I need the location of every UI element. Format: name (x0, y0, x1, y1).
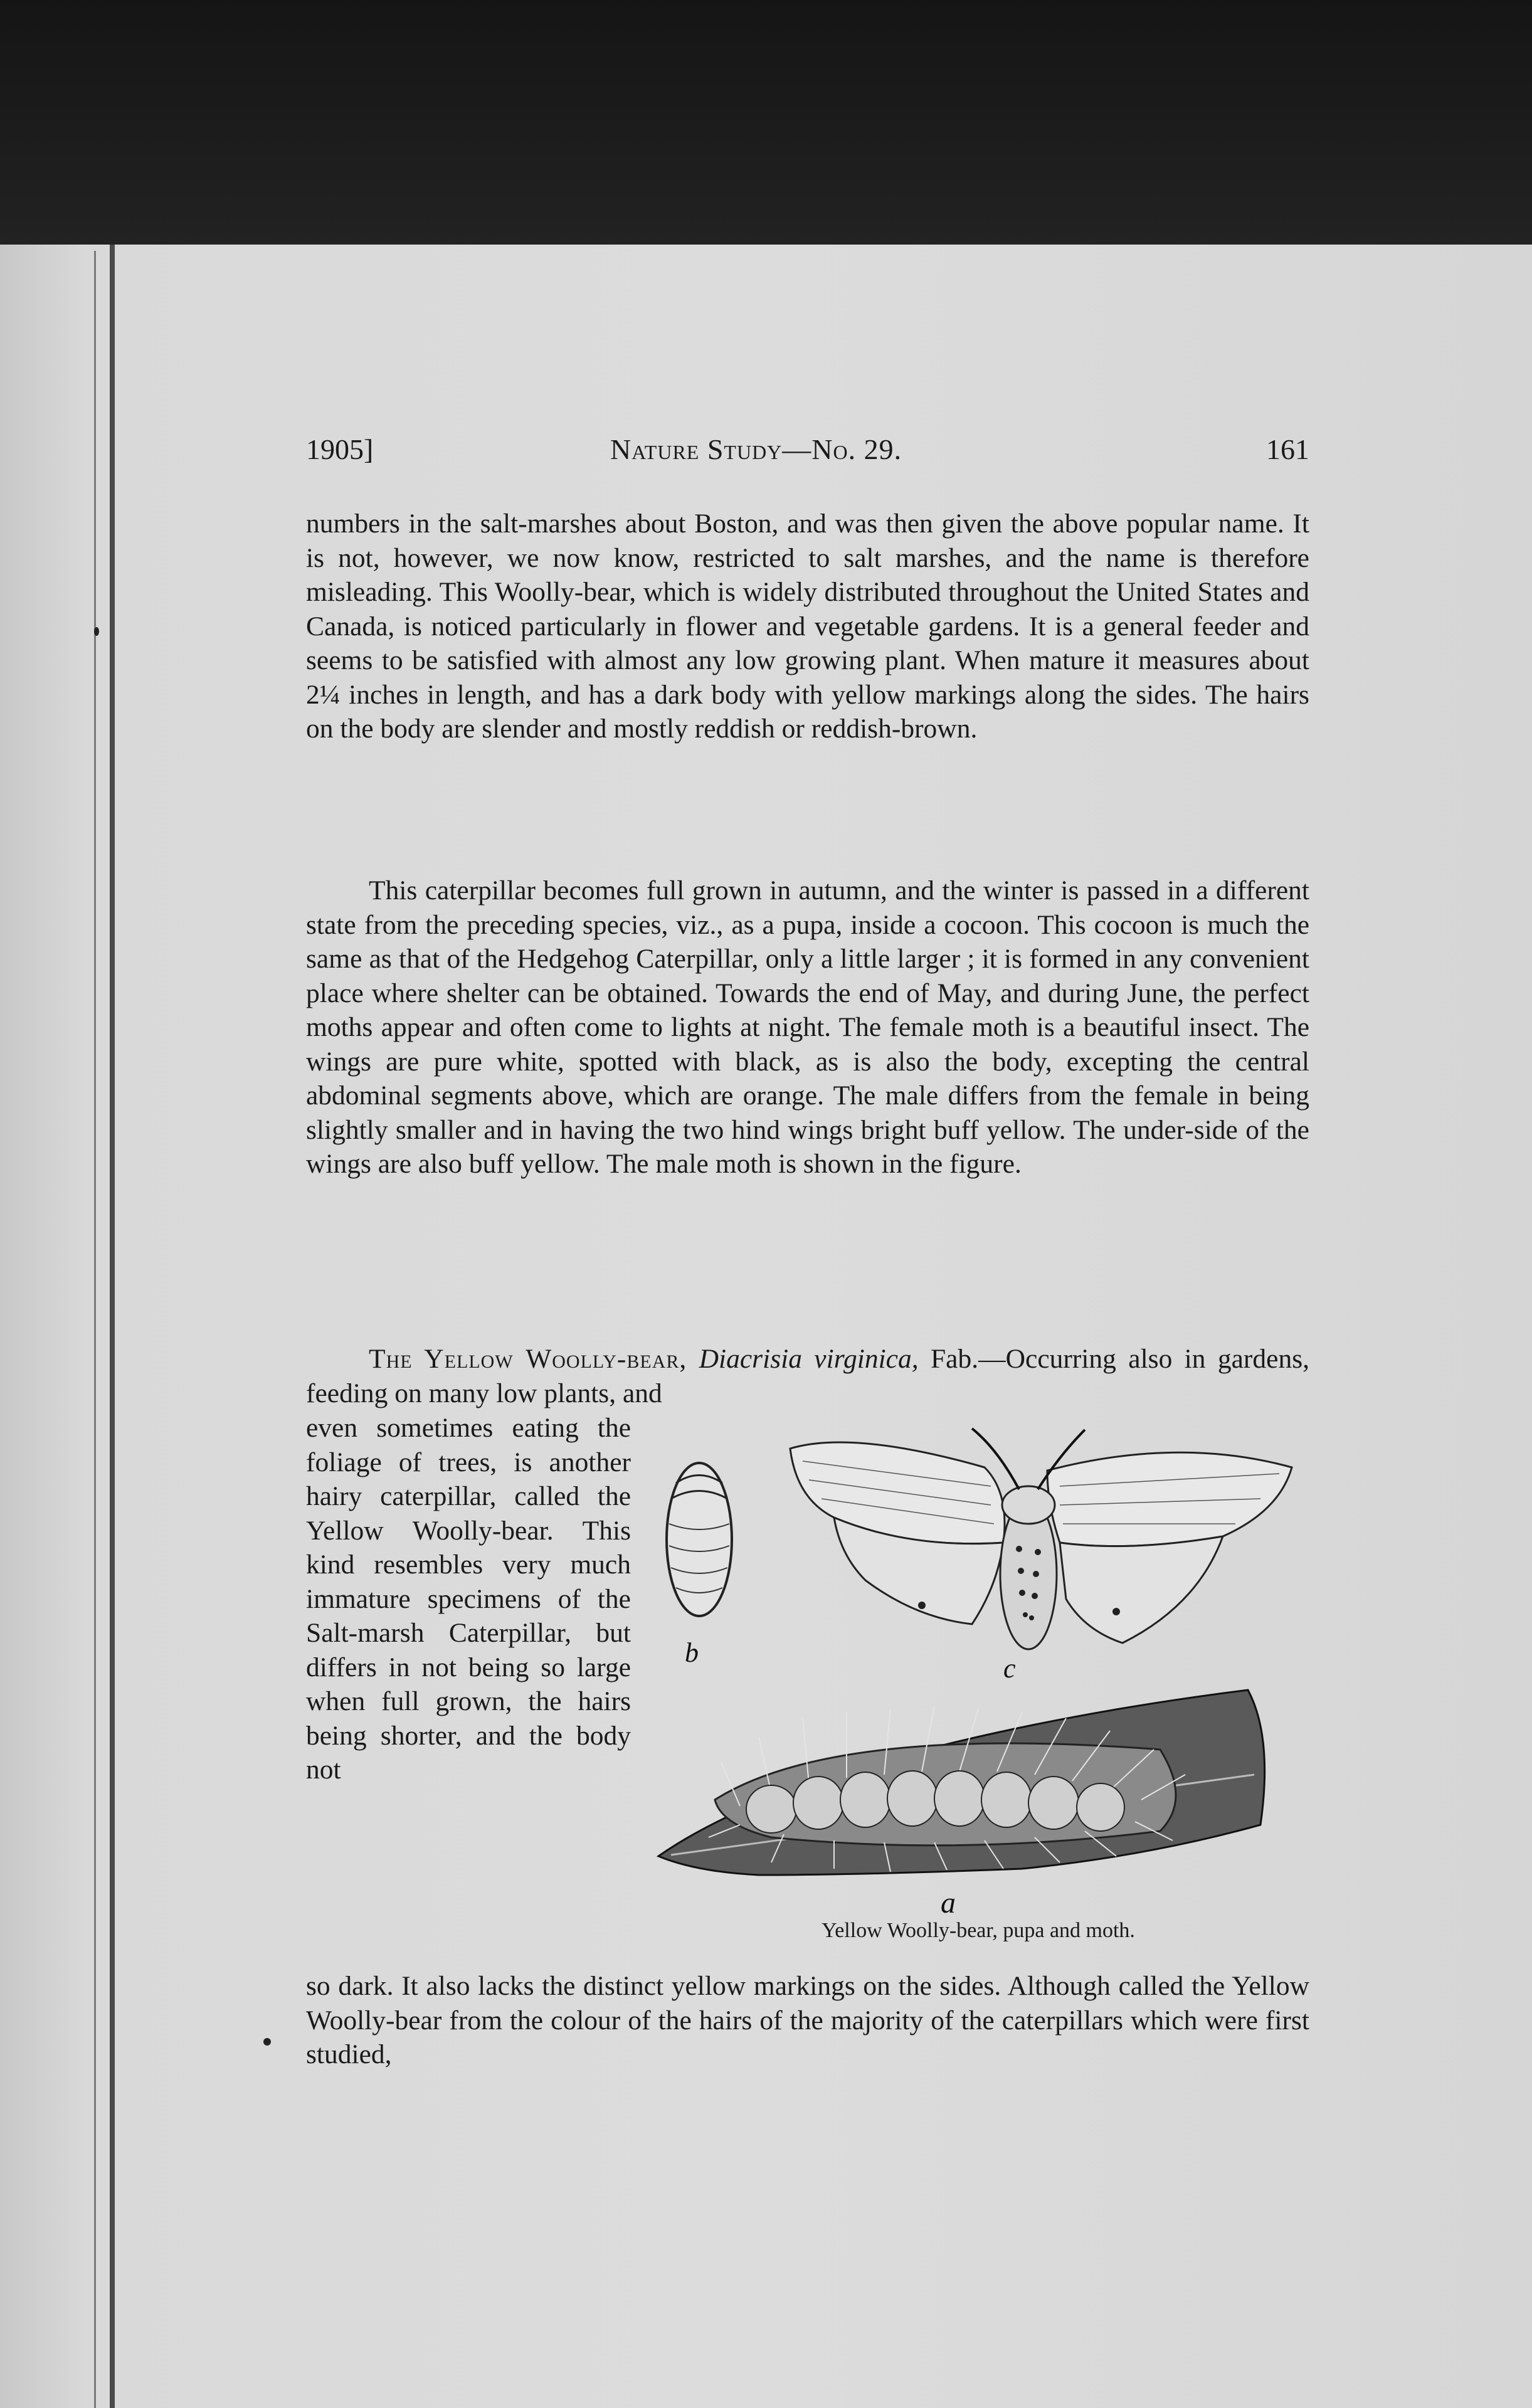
paragraph-3-rest: Fab.—Occurring also in gardens, feeding on many low plants, and (306, 1344, 1310, 1408)
species-name: Diacrisia virginica, (699, 1344, 919, 1374)
figure-caption: Yellow Woolly-bear, pupa and moth. (821, 1919, 1135, 1942)
page-edge-shadow (94, 251, 96, 2408)
paragraph-3-intro (306, 1342, 1309, 1410)
running-head (306, 433, 1309, 483)
paragraph-2: This caterpillar becomes full grown in autumn, and the winter is passed in a different state from the preceding species, viz., as a pupa, inside a cocoon. This cocoon is much the same as that of the Hedgehog Caterpillar, only a little larger ; it is formed in any convenient place where shelter can be obtained. Towards the end of May, and during June, the perfect moths appear and often come to lights at night. The female moth is a beautiful insect. The wings are pure white, spotted with black, as is also the body, excepting the central abdominal segments above, which are orange. The male differs from the female in being slightly smaller and in having the two hind wings bright buff yellow. The under-side of the wings are also buff yellow. The male moth is shown in the figure. (306, 875, 1309, 1179)
moth-illustration (790, 1428, 1292, 1649)
running-head-year: 1905] (306, 433, 374, 465)
figure-label-b: b (685, 1637, 699, 1668)
paragraph-4: so dark. It also lacks the distinct yellow markings on the sides. Although called the Yellow Woolly-bear from the colour of the hairs of the majority of the caterpillars which were first studied, (306, 1971, 1309, 2069)
scan-speck (263, 2038, 271, 2046)
figure-label-a: a (941, 1886, 956, 1920)
page-number: 161 (1266, 433, 1309, 465)
paragraph-1: numbers in the salt-marshes about Boston, and was then given the above popular name. It is not, however, we now know, restricted to salt marshes, and the name is therefore misleading. This Woolly-bear, which is widely distributed throughout the United States and Canada, is noticed particularly in flower and vegetable gardens. It is a general feeder and seems to be satisfied with almost any low growing plant. When mature it measures about 2¼ inches in length, and has a dark body with yellow markings along the sides. The hairs on the body are slender and mostly reddish or reddish-brown. (306, 509, 1309, 744)
figure-label-c: c (1003, 1653, 1016, 1684)
running-head-title: Nature Study—No. 29. (610, 433, 902, 465)
page-binding-edge (110, 245, 115, 2408)
section-heading: The Yellow Woolly-bear, (369, 1344, 687, 1374)
pupa-illustration (667, 1463, 732, 1616)
caterpillar-on-leaf-illustration (658, 1690, 1265, 1875)
woolly-bear-figure (646, 1423, 1309, 1950)
scan-speck (94, 627, 99, 636)
paragraph-3-column: even sometimes eating the foliage of trees, is another hairy caterpillar, called the Yellow Woolly-bear. This kind resembles very much immature specimens of the Salt-marsh Caterpillar, but differs in not being so large when full grown, the hairs being shorter, and the body not (306, 1413, 631, 1785)
scan-background (0, 0, 1532, 245)
